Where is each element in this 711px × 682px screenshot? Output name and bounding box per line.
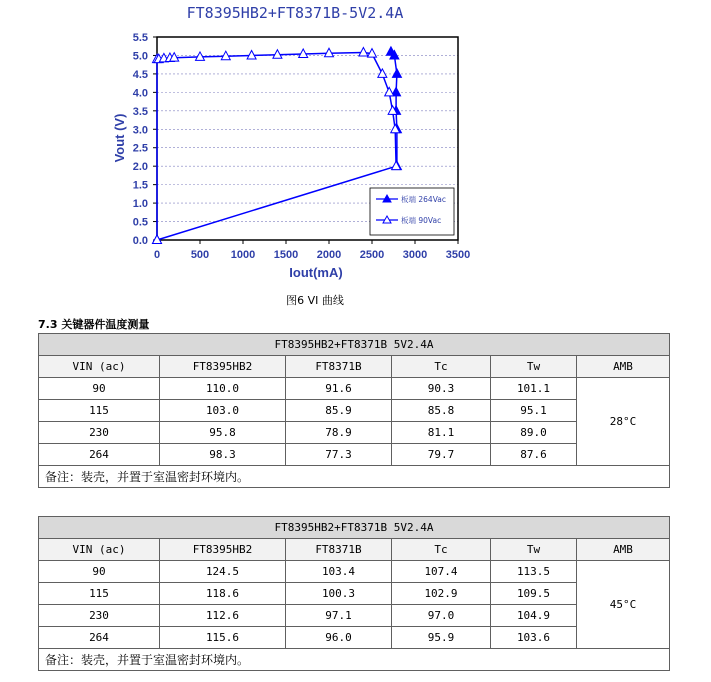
y-tick-label: 0.0 <box>132 235 148 247</box>
x-tick-label: 2500 <box>359 249 385 261</box>
vi-curve-chart <box>0 22 520 284</box>
table-cell: 97.0 <box>392 605 491 627</box>
table-title-row <box>39 517 670 539</box>
table-cell: 101.1 <box>491 378 577 400</box>
table-cell: 95.1 <box>491 400 577 422</box>
table-cell: 77.3 <box>286 444 392 466</box>
y-tick-label: 4.0 <box>132 87 148 100</box>
table-cell: 85.8 <box>392 400 491 422</box>
header-cell: Tc <box>392 356 491 378</box>
header-cell: FT8395HB2 <box>160 539 286 561</box>
y-tick-label: 1.0 <box>132 198 148 211</box>
table-row <box>39 561 670 583</box>
table-cell: 264 <box>39 627 160 649</box>
table-cell: 96.0 <box>286 627 392 649</box>
table-cell: 115.6 <box>160 627 286 649</box>
y-tick-label: 3.0 <box>132 124 148 137</box>
table-cell: 104.9 <box>491 605 577 627</box>
y-tick-label: 5.5 <box>132 32 148 44</box>
table-header-row <box>39 356 670 378</box>
table-row <box>39 627 670 649</box>
table-cell: 109.5 <box>491 583 577 605</box>
y-tick-label: 5.0 <box>132 50 148 63</box>
table-cell: 97.1 <box>286 605 392 627</box>
header-cell: FT8371B <box>286 356 392 378</box>
table-row <box>39 400 670 422</box>
table-cell: 103.4 <box>286 561 392 583</box>
x-tick-label: 1500 <box>273 249 299 261</box>
table-cell: 115 <box>39 583 160 605</box>
y-tick-label: 1.5 <box>132 179 148 192</box>
table-cell: 112.6 <box>160 605 286 627</box>
data-point-marker <box>378 69 387 78</box>
table-cell: 103.6 <box>491 627 577 649</box>
header-cell: Tw <box>491 356 577 378</box>
legend-label-90: 板端 90Vac <box>401 216 442 225</box>
header-cell: VIN (ac) <box>39 356 160 378</box>
table-cell: 103.0 <box>160 400 286 422</box>
table-cell: 90 <box>39 561 160 583</box>
table-cell: 264 <box>39 444 160 466</box>
table-row <box>39 583 670 605</box>
table-row <box>39 422 670 444</box>
table-cell: 230 <box>39 605 160 627</box>
table-cell: 110.0 <box>160 378 286 400</box>
series-line-1 <box>157 53 396 241</box>
y-tick-label: 2.0 <box>132 161 148 174</box>
y-axis-label: Vout (V) <box>112 113 127 163</box>
table-cell: 107.4 <box>392 561 491 583</box>
table-cell: 118.6 <box>160 583 286 605</box>
x-tick-label: 0 <box>153 249 161 261</box>
header-cell: Tw <box>491 539 577 561</box>
x-tick-label: 3000 <box>402 249 428 261</box>
table-cell: 95.8 <box>160 422 286 444</box>
section-title: 7.3 关键器件温度测量 <box>38 318 150 331</box>
temperature-table-28c <box>38 333 670 488</box>
table-cell: 98.3 <box>160 444 286 466</box>
x-axis-label: Iout(mA) <box>289 265 343 280</box>
table-cell: 79.7 <box>392 444 491 466</box>
data-point-marker <box>385 87 394 96</box>
table-cell: 95.9 <box>392 627 491 649</box>
table-cell: 113.5 <box>491 561 577 583</box>
table-cell: 115 <box>39 400 160 422</box>
legend-label-264: 板端 264Vac <box>401 195 446 204</box>
table-cell: 78.9 <box>286 422 392 444</box>
table-cell: 87.6 <box>491 444 577 466</box>
chart-title: FT8395HB2+FT8371B-5V2.4A <box>186 4 404 22</box>
figure-caption: 图6 VI 曲线 <box>286 294 344 307</box>
amb-cell: 45°C <box>577 561 670 649</box>
data-point-marker <box>392 69 401 78</box>
amb-cell: 28°C <box>577 378 670 466</box>
x-tick-label: 3500 <box>445 249 471 261</box>
y-tick-label: 2.5 <box>132 142 148 155</box>
table-header-row <box>39 539 670 561</box>
table-row <box>39 444 670 466</box>
header-cell: FT8371B <box>286 539 392 561</box>
header-cell: FT8395HB2 <box>160 356 286 378</box>
x-tick-label: 500 <box>190 249 210 261</box>
header-cell: Tc <box>392 539 491 561</box>
table-note-row <box>39 649 670 671</box>
x-tick-label: 2000 <box>316 249 342 261</box>
table-cell: 90 <box>39 378 160 400</box>
table-cell: 102.9 <box>392 583 491 605</box>
chart-legend <box>370 188 454 235</box>
y-tick-label: 0.5 <box>132 216 148 229</box>
temperature-table-45c <box>38 516 670 671</box>
table-note: 备注：装壳，并置于室温密封环境内。 <box>39 649 670 671</box>
table-title: FT8395HB2+FT8371B 5V2.4A <box>39 334 670 356</box>
table-note: 备注：装壳，并置于室温密封环境内。 <box>39 466 670 488</box>
table-title: FT8395HB2+FT8371B 5V2.4A <box>39 517 670 539</box>
data-point-marker <box>359 48 368 57</box>
y-tick-label: 3.5 <box>132 105 148 118</box>
header-cell: AMB <box>577 539 670 561</box>
table-cell: 89.0 <box>491 422 577 444</box>
table-row <box>39 605 670 627</box>
table-title-row <box>39 334 670 356</box>
table-cell: 230 <box>39 422 160 444</box>
x-tick-label: 1000 <box>230 249 256 261</box>
table-cell: 124.5 <box>160 561 286 583</box>
header-cell: VIN (ac) <box>39 539 160 561</box>
table-row <box>39 378 670 400</box>
table-cell: 81.1 <box>392 422 491 444</box>
y-tick-label: 4.5 <box>132 68 148 81</box>
table-cell: 100.3 <box>286 583 392 605</box>
header-cell: AMB <box>577 356 670 378</box>
table-cell: 91.6 <box>286 378 392 400</box>
table-note-row <box>39 466 670 488</box>
table-cell: 85.9 <box>286 400 392 422</box>
table-cell: 90.3 <box>392 378 491 400</box>
